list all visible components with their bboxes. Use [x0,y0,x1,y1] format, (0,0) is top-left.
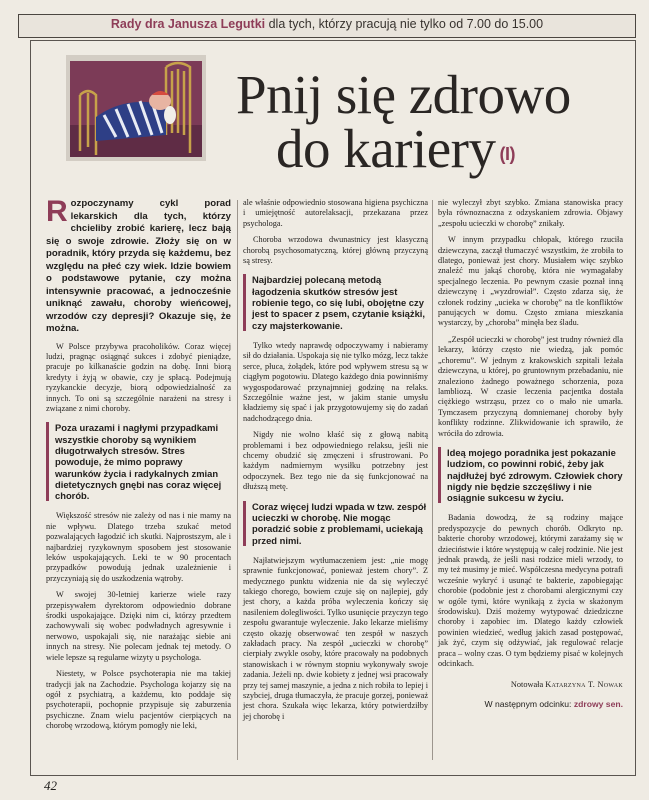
author-signature [438,680,623,690]
col2-paragraph-4: Nigdy nie wolno kłaść się z głową nabitą problemami i bez odpowiedniego relaksu, jeśli nie chcemy obudzić się zmęczeni i sfrustrowani. Po każdym nadmiernym wysiłku potrzebny jest odpoczynek. Bez tego nie da się funkcjonować na dłuższą metę. [243,430,428,492]
series-name: Rady dra Janusza Legutki [110,17,266,31]
col1-paragraph-4: Niestety, w Polsce psychoterapia nie ma takiej tradycji jak na Zachodzie. Psychologa kojarzy się na ogół z psychiatrą, a każdemu, kto poddaje się psychoterapii, pochopnie przypisuje się zaburzenia psychiczne. Znam wielu pacjentów cierpiących na chorobę wrzodową, którym pomogły nie leki, [46,669,231,731]
series-description: dla tych, którzy pracują nie tylko od 7.00 do 15.00 [268,17,544,31]
next-episode-prefix: W następnym odcinku: [484,698,572,709]
col3-paragraph-1: nie wyleczył zbyt szybko. Zmiana stanowiska pracy była równoznaczna z odzyskaniem zdrowia. Objawy „zespołu ucieczki w chorobę” znikały. [438,198,623,228]
series-header-text [27,17,627,31]
col2-pull-quote-1: Najbardziej polecaną metodą łagodzenia skutków stresów jest robienie tego, co się lubi, obojętne czy jest to spacer z psem, czytanie książki, czy majsterkowanie. [243,274,428,330]
col3-paragraph-2: W innym przypadku chłopak, którego rzuciła dziewczyna, zaczął tłumaczyć wszystkim, że zrobiła to dlatego, ponieważ jest chory. Musiałem więc szybko znaleźć mu jakąś chorobę, która nie wymagałaby specjalnego leczenia. Po pewnym czasie poznał inną dziewczynę i „wyzdrowiał”. Często zdarza się, że członek rodziny „ucieka w chorobę” na tle konfliktów panujących w domu. Często zmiana mieszkania wystarczy, by „choroba” minęła bez śladu. [438,235,623,328]
col2-paragraph-3: Tylko wtedy naprawdę odpoczywamy i nabieramy sił do działania. Uspokaja się nie tylko mózg, lecz także serce, płuca, żołądek, które pod wpływem stresu są w ciągłym pogotowiu. Dlatego każdego dnia powinniśmy wygospodarować przynajmniej godzinę na relaks. Szczególnie ważne jest, w jakim stanie umysłu kładziemy się spać i jak przygotowujemy się do zadań nadchodzącego dnia. [243,340,428,423]
lead-text: ozpoczynamy cykl porad lekarskich dla tych, którzy chcieliby zrobić karierę, lecz bają się o swoje zdrowie. Złoży się on w poradnik, który przyda się każdemu, bez względu na płeć czy wiek. Idzie bowiem o podstawowe pytanie, czy można intensywnie pracować, a jednocześnie uniknąć zawału, choroby wieńcowej, wrzodów czy depresji? Okazuje się, że można. [46,198,231,334]
col3-pull-quote: Ideą mojego poradnika jest pokazanie ludziom, co powinni robić, żeby jak najdłużej być zdrowym. Człowiek chory nigdy nie będzie szczęśliwy i nie osiągnie sukcesu w życiu. [438,447,623,503]
col1-paragraph-2: Większość stresów nie zależy od nas i nie mamy na nie wpływu. Dlatego trzeba szukać metod pozwalających łagodzić ich skutki. Najprostszym, ale i najbardziej ryzykownym sposobem jest stosowanie leków uspokajających. Leki te w 90 procentach przypadków powodują jednak uzależnienie i przyczyniają się do uszkodzenia wątroby. [46,511,231,583]
author-name: Katarzyna T. Nowak [545,679,623,689]
signature-prefix: Notowała [510,679,544,689]
sleeping-man-in-bed-illustration [66,55,206,161]
column-1 [46,195,231,738]
col3-paragraph-3: „Zespół ucieczki w chorobę” jest trudny również dla lekarzy, którzy często nie wiedzą, jak pomóc „choremu”. W jednym z krakowskich szpitali leżała dziewczyna, u której, po gruntownym przebadaniu, nie znaleziono żadnego poważnego schorzenia, poza lambliozą. W czasie leczenia pacjentka dostała ciężkiego wstrząsu, przez co o mało nie umarła. Tymczasem przyczyną domniemanej choroby były konflikty rodzinne. Zlikwidowanie ich sprawiło, że wróciła do zdrowia. [438,334,623,438]
column-3 [438,198,623,718]
col2-paragraph-2: Choroba wrzodowa dwunastnicy jest klasyczną chorobą psychosomatyczną, której główną przyczyną są stresy. [243,235,428,266]
next-episode-note [438,699,623,709]
col2-paragraph-5: Najłatwiejszym wytłumaczeniem jest: „nie mogę sprawnie funkcjonować, ponieważ jestem chory”. Z medycznego punktu widzenia nie da się wyleczyć takiego chorego, bowiem czuje się on najlepiej, gdy jest chory, a każda próba wyleczenia kończy się nasileniem dolegliwości. Tylko usunięcie przyczyn tego zespołu gwarantuje wyleczenie. Jako lekarze mieliśmy często okazję obserwować ten zespół w naszych zakładach pracy. Na zespół „ucieczki w chorobę” cierpiały zwykle osoby, które pracowały na podobnych stanowiskach i w równym stopniu wykonywały swoje zadania. Jeżeli np. dwie kobiety z jednej wsi pracowały przy tej samej maszynie, a jedna z nich robiła to lepiej i szybciej, druga tłumaczyła, że pracuje gorzej, ponieważ jest chora. Szukała więc lekarza, który potwierdziłby jej chorobę i [243,555,428,721]
title-line-2-wrapper [236,118,616,181]
col3-paragraph-4: Badania dowodzą, że są rodziny mające predyspozycje do pewnych chorób. Odkryto np. bakterie choroby wrzodowej, którymi zarażamy się w dzieciństwie i które występują w całej rodzinie. Nie jest jednak prawdą, że jeśli nasi rodzice mieli wrzody, to my też musimy je mieć. Współczesna medycyna potrafi wcześnie wykryć i usunąć te bakterie, zapobiegając chorobie (podobnie jest z chorobami alergicznymi czy w ogóle tymi, które wynikają z życia w skażonym środowisku). Dziś możemy wytypować dziedziczne choroby i zapobiec im. Dlatego każdy człowiek powinien wiedzieć, według jakich zasad postępować, jak żyć, czym się odżywiać, jak regulować relacje praca – wolny czas. O tym będziemy pisać w kolejnych odcinkach. [438,513,623,669]
page-number: 42 [44,778,57,793]
drop-cap: R [46,195,68,228]
next-episode-topic: zdrowy sen. [573,698,623,709]
column-2 [243,198,428,728]
col1-paragraph-1: W Polsce przybywa pracoholików. Coraz więcej ludzi, pragnąc osiągnąć sukces i zdobyć pieniądze, pracuje po kilkanaście godzin na dobę. Inni biorą kredyty i żyją w obawie, czy je spłacą. Podejmują ryzykanckie decyzje, biorą odpowiedzialność za innych. To oni są szczególnie narażeni na stresy i związane z nimi choroby. [46,341,231,413]
article-title [236,64,616,181]
lead-paragraph [46,195,231,336]
col1-pull-quote: Poza urazami i nagłymi przypadkami wszystkie choroby są wynikiem długotrwałych stresów. Stres powoduje, że mimo poprawy warunków życia i radykalnych zmian dietetycznych gnębi nas coraz więcej chorób. [46,422,231,501]
title-line-2: do kariery [276,118,496,179]
col2-pull-quote-2: Coraz więcej ludzi wpada w tzw. zespół ucieczki w chorobę. Nie mogąc poradzić sobie z problemami, uciekają przed nimi. [243,501,428,546]
part-number: (I) [499,144,515,165]
series-header [18,14,636,38]
col2-paragraph-1: ale właśnie odpowiednio stosowana higiena psychiczna i umiejętność autorelaksacji, przekazana przez psychologa. [243,198,428,228]
title-line-1: Pnij się zdrowo [236,64,571,125]
column-divider-1 [237,200,238,760]
column-divider-2 [432,200,433,760]
col1-paragraph-3: W swojej 30-letniej karierze wiele razy przepisywałem dyrektorom odpowiednio dobrane środki uspokajające. Dzięki nim ci, którzy przedtem zachowywali się wobec podwładnych agresywnie i nerwowo, uspokajali się, nie narażając siebie ani innych na stresy. Nie polecam jednak tej metody. O wiele lepsze są regularne wizyty u psychologa. [46,590,231,662]
